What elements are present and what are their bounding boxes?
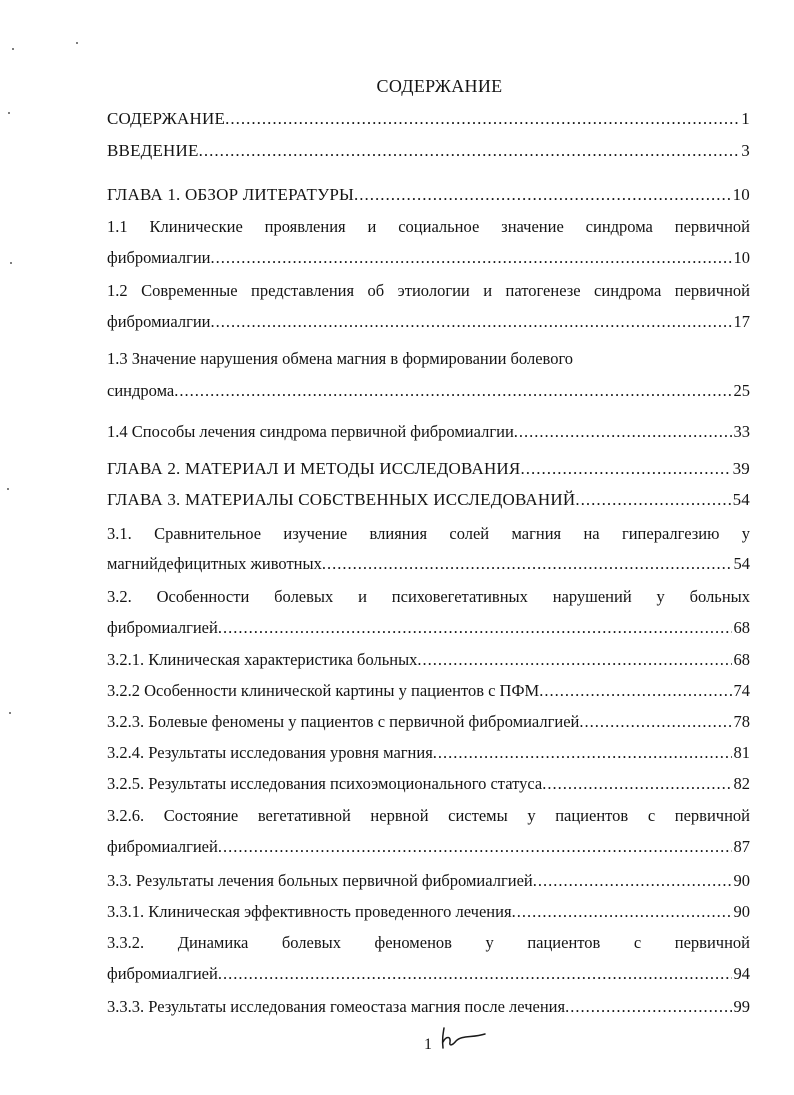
toc-entry-title-line1: 1.1 Клинические проявления и социальное значение синдрома первичной xyxy=(107,217,750,236)
toc-page-number: 78 xyxy=(733,712,750,731)
toc-entry-title: 3.3. Результаты лечения больных первичной фибромиалгией xyxy=(107,871,533,890)
toc-entry[interactable] xyxy=(107,349,750,401)
leader-dots xyxy=(417,650,731,670)
toc-entry[interactable] xyxy=(107,997,750,1017)
toc-entry[interactable] xyxy=(107,806,750,857)
toc-page-number: 90 xyxy=(733,871,750,890)
toc-entry-title: 3.3.3. Результаты исследования гомеостаза магния после лечения xyxy=(107,997,566,1016)
toc-entry-title-line1: 1.3 Значение нарушения обмена магния в формировании болевого xyxy=(107,349,574,368)
toc-entry-title: ВВЕДЕНИЕ xyxy=(107,141,199,160)
toc-entry[interactable] xyxy=(107,524,750,574)
toc-entry[interactable] xyxy=(107,459,750,479)
toc-page-number: 68 xyxy=(733,650,750,669)
toc-entry-title: ГЛАВА 1. ОБЗОР ЛИТЕРАТУРЫ xyxy=(107,185,355,204)
toc-page-number: 54 xyxy=(732,490,750,509)
toc-entry-title: 3.2.4. Результаты исследования уровня магния xyxy=(107,743,433,762)
toc-entry-title-line2: фибромиалгии xyxy=(107,248,211,267)
toc-page-number: 10 xyxy=(733,248,750,267)
toc-entry-title-line2: синдрома xyxy=(107,381,175,400)
leader-dots xyxy=(218,837,732,857)
toc-page-number: 10 xyxy=(732,185,750,204)
toc-entry[interactable] xyxy=(107,109,750,129)
toc-page-number: 54 xyxy=(733,554,750,573)
leader-dots xyxy=(512,902,732,922)
toc-entry[interactable] xyxy=(107,650,750,670)
leader-dots xyxy=(354,185,731,205)
handwritten-signature xyxy=(438,1024,490,1052)
page-title: СОДЕРЖАНИЕ xyxy=(376,76,503,96)
toc-page-number: 17 xyxy=(733,312,750,331)
toc-entry[interactable] xyxy=(107,774,750,794)
toc-entry[interactable] xyxy=(107,141,750,161)
toc-entry-title-line1: 3.2.6. Состояние вегетативной нервной системы у пациентов с первичной xyxy=(107,806,750,825)
toc-entry[interactable] xyxy=(107,743,750,763)
leader-dots xyxy=(565,997,731,1017)
scan-speck xyxy=(76,42,78,44)
toc-page-number: 74 xyxy=(733,681,750,700)
toc-page-number: 68 xyxy=(733,618,750,637)
toc-entry[interactable] xyxy=(107,902,750,922)
leader-dots xyxy=(174,381,731,401)
leader-dots xyxy=(539,681,731,701)
toc-entry[interactable] xyxy=(107,681,750,701)
leader-dots xyxy=(211,248,732,268)
toc-page-number: 99 xyxy=(733,997,750,1016)
toc-entry-title: ГЛАВА 3. МАТЕРИАЛЫ СОБСТВЕННЫХ ИССЛЕДОВАНИЙ xyxy=(107,490,576,509)
toc-page-number: 94 xyxy=(733,964,750,983)
toc-page-number: 1 xyxy=(741,109,750,128)
leader-dots xyxy=(218,964,732,984)
scan-speck xyxy=(7,488,9,490)
toc-page-number: 82 xyxy=(733,774,750,793)
toc-entry-title: СОДЕРЖАНИЕ xyxy=(107,109,226,128)
scan-speck xyxy=(9,712,11,714)
leader-dots xyxy=(199,141,740,161)
toc-page-number: 33 xyxy=(733,422,750,441)
leader-dots xyxy=(542,774,731,794)
leader-dots xyxy=(433,743,732,763)
toc-entry-title-line2: магнийдефицитных животных xyxy=(107,554,322,573)
leader-dots xyxy=(218,618,732,638)
scan-speck xyxy=(12,48,14,50)
toc-entry-title-line2: фибромиалгии xyxy=(107,312,211,331)
toc-page-number: 3 xyxy=(741,141,750,160)
leader-dots xyxy=(575,490,730,510)
leader-dots xyxy=(520,459,730,479)
toc-entry[interactable] xyxy=(107,871,750,891)
toc-entry-title: ГЛАВА 2. МАТЕРИАЛ И МЕТОДЫ ИССЛЕДОВАНИЯ xyxy=(107,459,521,478)
toc-page-number: 39 xyxy=(732,459,750,478)
toc-entry[interactable] xyxy=(107,422,750,442)
page-number: 1 xyxy=(424,1036,432,1053)
toc-entry[interactable] xyxy=(107,587,750,638)
leader-dots xyxy=(225,109,739,129)
toc-entry-title-line1: 3.2. Особенности болевых и психовегетативных нарушений у больных xyxy=(107,587,750,606)
toc-entry-title: 3.2.2 Особенности клинической картины у пациентов с ПФМ xyxy=(107,681,540,700)
leader-dots xyxy=(211,312,732,332)
scan-speck xyxy=(8,112,10,114)
toc-page-number: 90 xyxy=(733,902,750,921)
leader-dots xyxy=(322,554,732,574)
toc-entry[interactable] xyxy=(107,712,750,732)
toc-entry[interactable] xyxy=(107,933,750,984)
leader-dots xyxy=(579,712,731,732)
toc-entry-title: 3.2.5. Результаты исследования психоэмоционального статуса xyxy=(107,774,543,793)
toc-entry-title: 3.3.1. Клиническая эффективность проведенного лечения xyxy=(107,902,512,921)
leader-dots xyxy=(533,871,732,891)
toc-entry-title: 3.2.1. Клиническая характеристика больных xyxy=(107,650,418,669)
toc-entry[interactable] xyxy=(107,281,750,332)
toc-entry-title-line1: 3.1. Сравнительное изучение влияния солей магния на гипералгезию у xyxy=(107,524,750,543)
toc-page-number: 81 xyxy=(733,743,750,762)
leader-dots xyxy=(514,422,732,442)
toc-page-number: 25 xyxy=(733,381,750,400)
toc-entry-title-line2: фибромиалгией xyxy=(107,964,218,983)
toc-entry[interactable] xyxy=(107,185,750,205)
toc-entry-title: 1.4 Способы лечения синдрома первичной фибромиалгии xyxy=(107,422,514,441)
toc-entry-title-line2: фибромиалгией xyxy=(107,837,218,856)
toc-page-number: 87 xyxy=(733,837,750,856)
toc-entry-title-line2: фибромиалгией xyxy=(107,618,218,637)
scan-speck xyxy=(10,262,12,264)
toc-entry-title: 3.2.3. Болевые феномены у пациентов с первичной фибромиалгией xyxy=(107,712,580,731)
toc-entry[interactable] xyxy=(107,217,750,268)
toc-entry-title-line1: 3.3.2. Динамика болевых феноменов у пациентов с первичной xyxy=(107,933,750,952)
toc-entry-title-line1: 1.2 Современные представления об этиологии и патогенезе синдрома первичной xyxy=(107,281,750,300)
toc-entry[interactable] xyxy=(107,490,750,510)
